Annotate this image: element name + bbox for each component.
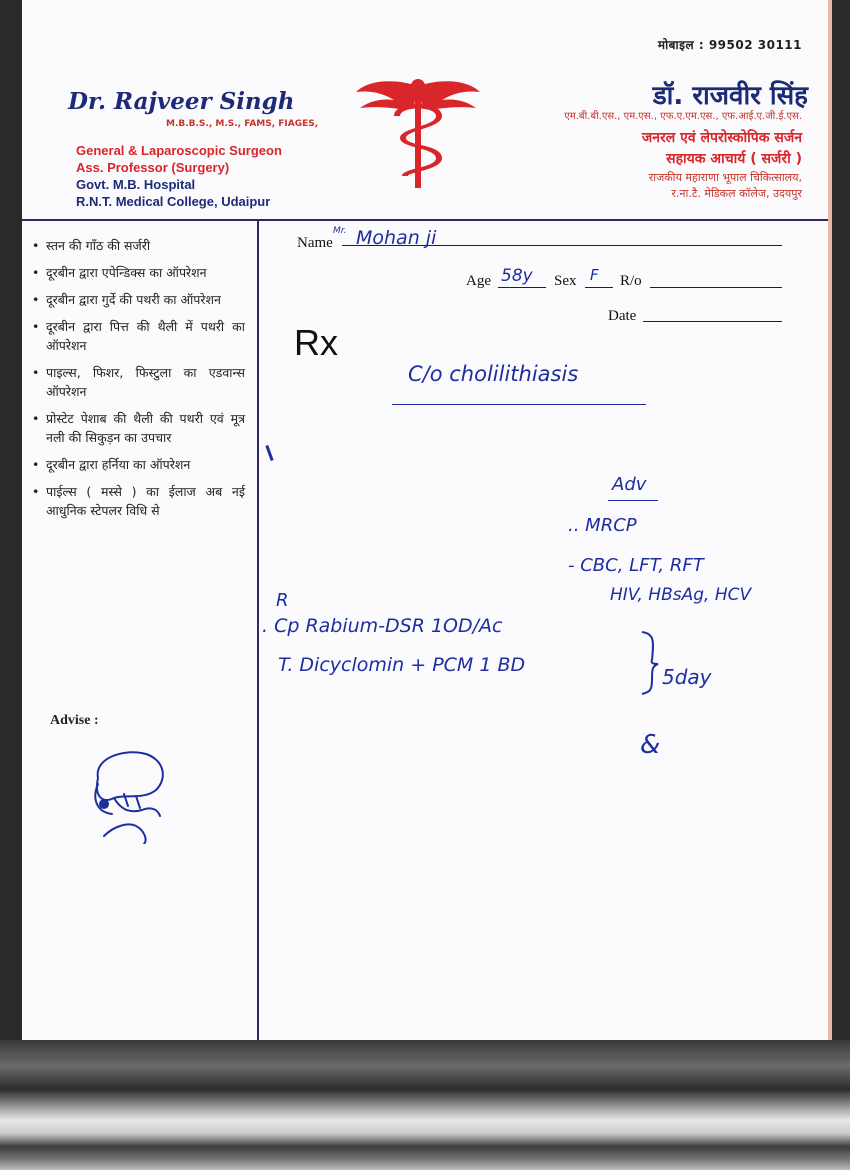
designation-hindi (642, 128, 802, 202)
handwritten-medicine: T. Dicyclomin + PCM 1 BD (278, 654, 526, 676)
date-line (643, 321, 782, 322)
hospital-hindi-line: र.ना.टै. मेडिकल कॉलेज, उदयपुर (671, 187, 802, 200)
name-label: Name (297, 235, 333, 251)
brace-mark (640, 630, 662, 696)
handwritten-adv: Adv (612, 474, 647, 495)
designation-english (76, 142, 282, 210)
age-line (498, 287, 546, 288)
doctor-name-hindi: डॉ. राजवीर सिंह (652, 81, 808, 111)
scan-edge (0, 1040, 850, 1170)
designation-hindi-line: जनरल एवं लेपरोस्कोपिक सर्जन (641, 130, 802, 146)
date-label: Date (608, 308, 637, 324)
handwritten-investigation: .. MRCP (568, 515, 637, 536)
designation-line: Ass. Professor (Surgery) (76, 160, 230, 175)
stomach-sketch (84, 748, 174, 844)
column-divider (257, 220, 259, 1040)
handwritten-investigation: HIV, HBsAg, HCV (610, 585, 752, 605)
ro-line (650, 287, 782, 288)
handwritten-duration: 5day (662, 665, 712, 689)
header-divider (22, 219, 828, 221)
handwritten-signature: & (640, 730, 661, 760)
diagnosis-underline (392, 404, 646, 405)
sex-line (585, 287, 613, 288)
handwritten-sex: F (590, 266, 599, 284)
advise-label: Advise : (50, 713, 99, 728)
degrees-hindi: एम.बी.बी.एस., एम.एस., एफ.ए.एम.एस., एफ.आई.ए.जी.ई.एस. (564, 111, 802, 122)
doctor-name-english: Dr. Rajveer Singh (68, 88, 295, 115)
service-item: • दूरबीन द्वारा पित्त की थैली में पथरी का ऑपरेशन (30, 317, 245, 355)
service-item: • दूरबीन द्वारा एपेन्डिक्स का ऑपरेशन (30, 263, 245, 282)
handwritten-rx-mark: R (276, 590, 289, 611)
handwritten-name-prefix: Mr. (333, 226, 347, 236)
age-label: Age (466, 273, 491, 289)
service-item: • दूरबीन द्वारा हर्निया का ऑपरेशन (30, 455, 245, 474)
handwritten-medicine: . Cp Rabium-DSR 1OD/Ac (262, 615, 503, 637)
designation-line: Govt. M.B. Hospital (76, 177, 196, 192)
sex-label: Sex (554, 273, 577, 289)
ro-label: R/o (620, 273, 642, 289)
caduceus-icon (354, 76, 482, 192)
designation-hindi-line: सहायक आचार्य ( सर्जरी ) (666, 151, 802, 167)
designation-line: R.N.T. Medical College, Udaipur (76, 194, 271, 209)
handwritten-age: 58y (501, 266, 533, 286)
handwritten-patient-name: Mohan ji (356, 227, 437, 249)
designation-line: General & Laparoscopic Surgeon (76, 143, 282, 158)
mobile-number: मोबाइल : 99502 30111 (657, 38, 802, 52)
adv-underline (608, 500, 658, 501)
service-item: • प्रोस्टेट पेशाब की थैली की पथरी एवं मूत्र नली की सिकुड़न का उपचार (30, 409, 245, 447)
degrees-english: M.B.B.S., M.S., FAMS, FIAGES, (166, 119, 319, 129)
handwritten-investigation: - CBC, LFT, RFT (568, 555, 704, 576)
rx-symbol: Rx (294, 322, 338, 363)
service-item: • पाईल्स ( मस्से ) का ईलाज अब नई आधुनिक स्टेपलर विधि से (30, 482, 245, 520)
service-item: • दूरबीन द्वारा गुर्दे की पथरी का ऑपरेशन (30, 290, 245, 309)
service-item: • पाइल्स, फिशर, फिस्टुला का एडवान्स ऑपरेशन (30, 363, 245, 401)
hospital-hindi-line: राजकीय महाराणा भूपाल चिकित्सालय, (648, 171, 802, 184)
services-list (30, 236, 245, 528)
handwritten-diagnosis: C/o cholilithiasis (408, 362, 579, 386)
service-item: • स्तन की गाँठ की सर्जरी (30, 236, 245, 255)
